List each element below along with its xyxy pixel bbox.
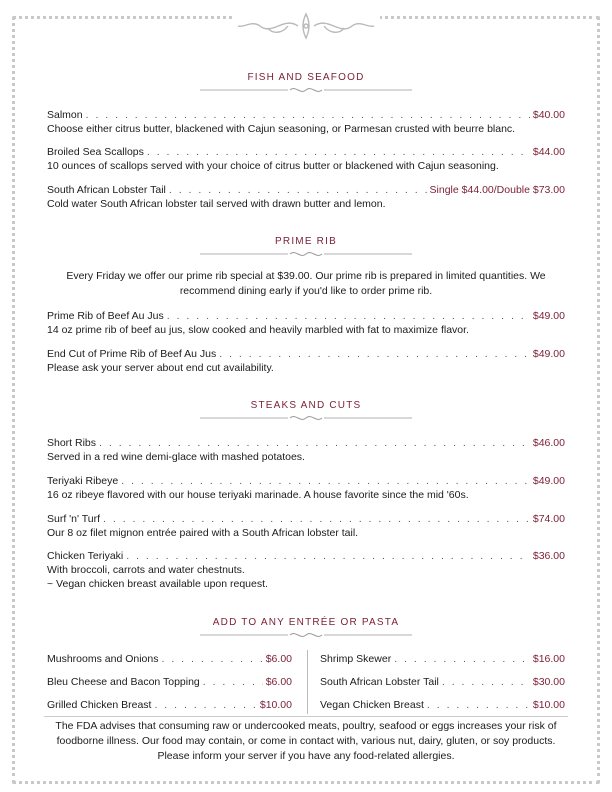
section-title-steaks: STEAKS AND CUTS	[250, 400, 362, 411]
item-name: End Cut of Prime Rib of Beef Au Jus	[47, 348, 217, 360]
addon-lobster-tail	[320, 676, 565, 688]
item-price: $49.00	[532, 310, 565, 322]
item-description: Served in a red wine demi-glace with mashed potatoes.	[47, 451, 305, 463]
addon-price: $10.00	[532, 699, 565, 711]
item-price: $49.00	[532, 475, 565, 487]
addon-bleu-cheese-bacon	[47, 676, 292, 688]
divider-ornament-icon	[200, 84, 412, 96]
addon-price: $6.00	[265, 676, 292, 688]
item-description: 10 ounces of scallops served with your choice of citrus butter or blackened with Cajun seasoning.	[47, 160, 499, 172]
item-name: Teriyaki Ribeye	[47, 475, 119, 487]
addon-price: $30.00	[532, 676, 565, 688]
item-name: Chicken Teriyaki	[47, 550, 124, 562]
item-note: ~ Vegan chicken breast available upon request.	[47, 578, 268, 590]
addon-name: Shrimp Skewer	[320, 653, 392, 665]
prime-rib-intro: Every Friday we offer our prime rib special at $39.00. Our prime rib is prepared in limited quantities. We recommend dining early if you'd like to order prime rib.	[66, 270, 546, 297]
menu-item-lobster-tail	[47, 183, 565, 211]
item-price: Single $44.00/Double $73.00	[429, 184, 565, 196]
item-price: $40.00	[532, 109, 565, 121]
section-title-fish: FISH AND SEAFOOD	[247, 72, 365, 83]
addon-grilled-chicken	[47, 699, 292, 711]
item-description: Please ask your server about end cut availability.	[47, 362, 274, 374]
divider-ornament-icon	[200, 629, 412, 641]
menu-item-teriyaki-ribeye	[47, 474, 565, 502]
item-price: $49.00	[532, 348, 565, 360]
item-price: $46.00	[532, 437, 565, 449]
menu-item-salmon	[47, 108, 565, 136]
fda-notice: The FDA advises that consuming raw or undercooked meats, poultry, seafood or eggs increases your risk of foodborne illness. Our food may contain, or come in contact with, various nut, dairy, gluten, or soy products. Please inform your server if you have any food-related allergies.	[55, 720, 557, 762]
item-name: Broiled Sea Scallops	[47, 146, 144, 158]
menu-item-surf-n-turf	[47, 512, 565, 540]
addon-price: $16.00	[532, 653, 565, 665]
item-name: Surf 'n' Turf	[47, 513, 101, 525]
addon-price: $10.00	[259, 699, 292, 711]
addon-mushrooms-onions	[47, 653, 292, 665]
item-price: $36.00	[532, 550, 565, 562]
item-description: Cold water South African lobster tail served with drawn butter and lemon.	[47, 198, 386, 210]
item-description: Our 8 oz filet mignon entrée paired with a South African lobster tail.	[47, 527, 359, 539]
section-title-prime-rib: PRIME RIB	[275, 236, 337, 247]
addon-shrimp-skewer	[320, 653, 565, 665]
addon-name: South African Lobster Tail	[320, 676, 439, 688]
addon-name: Vegan Chicken Breast	[320, 699, 424, 711]
menu-item-short-ribs	[47, 436, 565, 464]
addon-name: Bleu Cheese and Bacon Topping	[47, 676, 200, 688]
addon-vegan-chicken	[320, 699, 565, 711]
item-name: Short Ribs	[47, 437, 97, 449]
flourish-ornament-icon	[232, 8, 380, 44]
item-description: 16 oz ribeye flavored with our house teriyaki marinade. A house favorite since the mid '60s.	[47, 489, 469, 501]
fda-divider	[44, 716, 568, 717]
divider-ornament-icon	[200, 412, 412, 424]
item-price: $44.00	[532, 146, 565, 158]
addon-price: $6.00	[265, 653, 292, 665]
divider-ornament-icon	[200, 248, 412, 260]
menu-item-end-cut	[47, 347, 565, 375]
addon-column-divider	[307, 650, 308, 714]
addon-name: Mushrooms and Onions	[47, 653, 159, 665]
menu-item-scallops	[47, 145, 565, 173]
item-name: Salmon	[47, 109, 83, 121]
menu-item-chicken-teriyaki	[47, 549, 565, 591]
item-description: 14 oz prime rib of beef au jus, slow cooked and heavily marbled with fat to maximize flavor.	[47, 324, 469, 336]
menu-item-prime-rib	[47, 309, 565, 337]
item-name: Prime Rib of Beef Au Jus	[47, 310, 164, 322]
item-description: With broccoli, carrots and water chestnuts.	[47, 564, 245, 576]
item-name: South African Lobster Tail	[47, 184, 166, 196]
item-description: Choose either citrus butter, blackened with Cajun seasoning, or Parmesan crusted with beurre blanc.	[47, 123, 516, 135]
item-price: $74.00	[532, 513, 565, 525]
addon-name: Grilled Chicken Breast	[47, 699, 152, 711]
section-title-addons: ADD TO ANY ENTRÉE OR PASTA	[212, 617, 400, 628]
